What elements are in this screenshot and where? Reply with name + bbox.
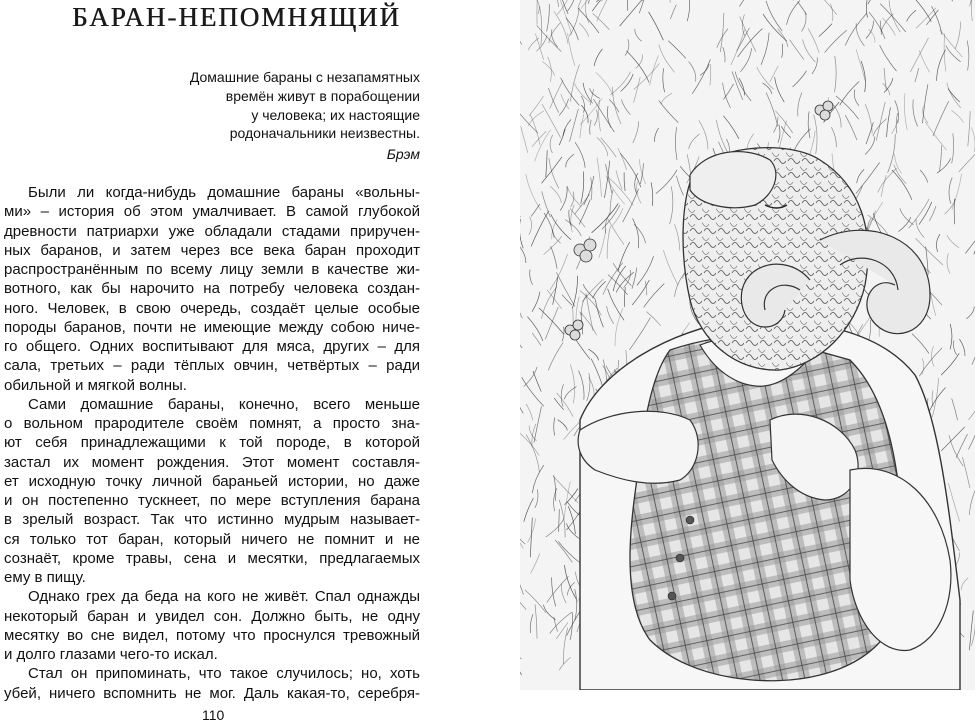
body-line: распространённым по всему лицу земли в качестве жи- <box>4 261 420 278</box>
body-line: вотного, как бы нарочито на потребу человека создан- <box>4 280 420 298</box>
body-line: и он постепенно тускнеет, по мере вступления барана <box>4 492 420 509</box>
body-line: го общего. Одних воспитывают для мяса, других – для <box>4 338 420 355</box>
chapter-title: БАРАН-НЕПОМНЯЩИЙ <box>72 2 401 32</box>
epigraph-line: Домашние бараны с незапамятных <box>189 69 420 85</box>
body-text <box>4 183 420 703</box>
body-line: некоторый баран и увидел сон. Должно быть, не одну <box>4 607 420 625</box>
body-line: и долго глазами чего-то искал. <box>4 646 218 663</box>
body-line: ся только тот баран, который ничего не помнит и не <box>4 530 420 548</box>
body-line: Были ли когда-нибудь домашние бараны «вольны- <box>28 184 420 201</box>
body-line: убей, ничего вспомнить не мог. Даль какая-то, серебря- <box>4 684 420 702</box>
body-line: месятку во сне видел, потому что проснулся тревожный <box>4 626 420 644</box>
body-line: ют себя принадлежащими к той породе, в которой <box>4 434 420 452</box>
epigraph-author: Брэм <box>386 146 420 162</box>
body-line: о вольном прародителе своём помнят, а просто зна- <box>4 415 420 432</box>
body-line: в зрелый возраст. Так что истинно мудрым называет- <box>4 511 420 529</box>
body-line: ных баранов, и затем через все века баран проходит <box>4 241 420 259</box>
sheep-illustration <box>520 0 975 690</box>
page-number: 110 <box>202 707 225 723</box>
body-line: ему в пищу. <box>4 569 86 586</box>
body-line: ет исходную точку личной бараньей истории, но даже <box>4 472 420 490</box>
epigraph-line: родоначальники неизвестны. <box>229 125 420 142</box>
body-line: обильной и мягкой волны. <box>4 376 187 394</box>
epigraph-line: времён живут в порабощении <box>225 87 420 104</box>
body-line: ного. Человек, в свою очередь, создаёт целые особые <box>4 299 420 317</box>
epigraph-line: у человека; их настоящие <box>251 106 420 123</box>
body-line: древности патриархи уже обладали стадами приручен- <box>4 222 420 240</box>
body-line: породы баранов, почти не имеющие между собою ниче- <box>4 318 420 336</box>
body-line: Однако грех да беда на кого не живёт. Спал однажды <box>28 588 420 606</box>
body-line: застал их момент рождения. Этот момент составля- <box>4 453 420 471</box>
body-line: сала, третьих – ради тёплых овчин, четвёртых – ради <box>4 357 420 375</box>
body-line: Стал он припоминать, что такое случилось; но, хоть <box>28 665 420 683</box>
body-line: сознаёт, кроме травы, сена и месятки, предлагаемых <box>4 549 420 567</box>
body-line: Сами домашние бараны, конечно, всего меньше <box>28 395 420 413</box>
epigraph <box>120 68 420 143</box>
body-line: ми» – история об этом умалчивает. В самой глубокой <box>4 203 420 221</box>
